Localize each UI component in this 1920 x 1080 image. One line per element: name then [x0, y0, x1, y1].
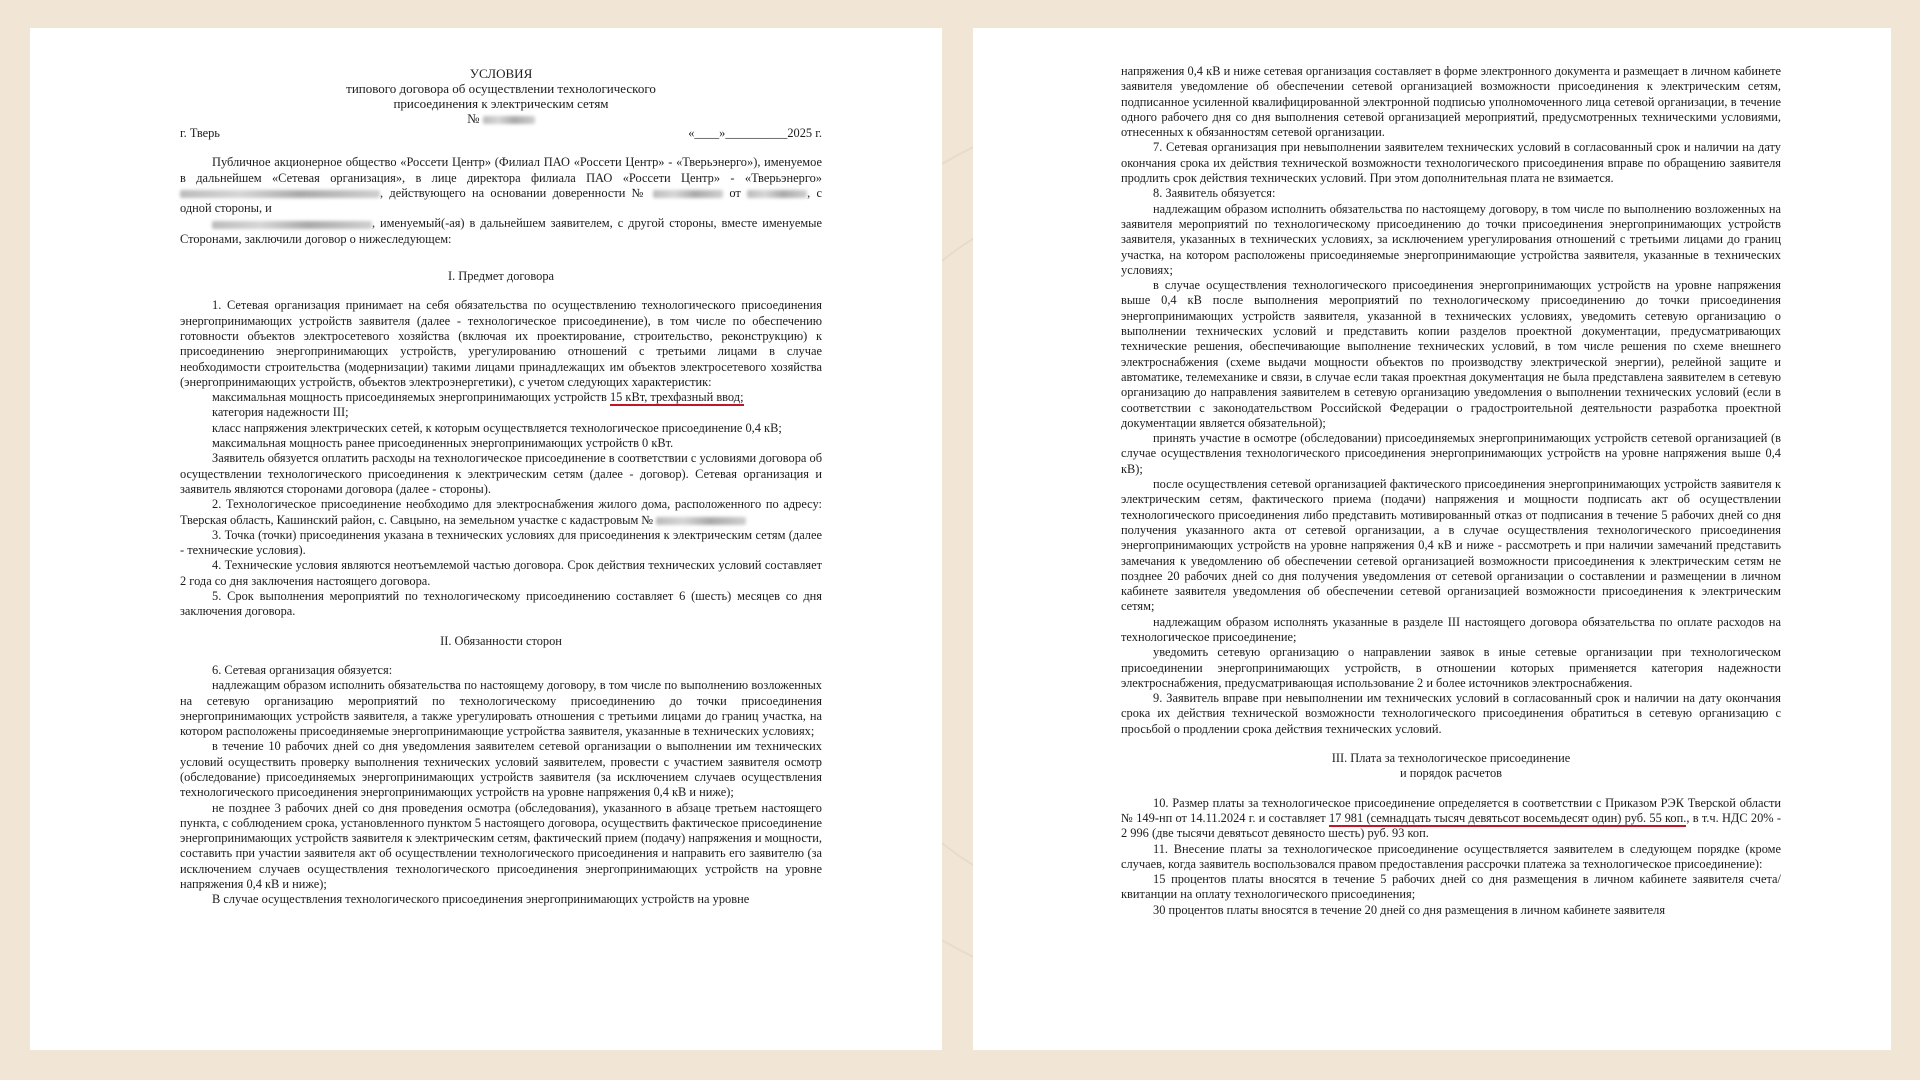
- paragraph: категория надежности III;: [212, 405, 349, 420]
- section-heading: III. Плата за технологическое присоединение: [1331, 751, 1571, 766]
- paragraph: напряжения 0,4 кВ и ниже сетевая организация составляет в форме электронного документа и размещает в личном кабинете заявителя уведомление об обеспечении сетевой организацией возможности присоединения к электрическим сетям, подписанное усиленной квалифицированной электронной подписью уполномоченного лица сетевой организации, в течение одного рабочего дня со дня выполнения сетевой организацией мероприятий, предусмотренных техническими условиями, отнесенных к обязанностям сетевой организации.: [1121, 64, 1781, 140]
- paragraph: максимальная мощность ранее присоединенных энергопринимающих устройств 0 кВт.: [212, 436, 674, 451]
- paragraph: надлежащим образом исполнять указанные в разделе III настоящего договора обязательства по оплате расходов на технологическое присоединение;: [1121, 614, 1781, 644]
- paragraph: 10. Размер платы за технологическое присоединение определяется в соответствии с Приказом РЭК Тверской области № 149-нп от 14.11.2024 г. и составляет 17 981 (семнадцать тысяч девятьсот восемьдесят один) руб. 55 коп., в т.ч. НДС 20% - 2 996 (две тысячи девятьсот девяносто шесть) руб. 93 коп.: [1121, 795, 1781, 841]
- redacted-date: [747, 190, 807, 198]
- paragraph: 7. Сетевая организация при невыполнении заявителем технических условий в согласованный срок и наличии на дату окончания срока их действия технической возможности технологического присоединения вправе по обращению заявителя продлить срок действия технических условий. При этом дополнительная плата не взимается.: [1121, 140, 1781, 186]
- section-heading: и порядок расчетов: [1399, 766, 1503, 781]
- paragraph: 11. Внесение платы за технологическое присоединение осуществляется заявителем в следующем порядке (кроме случаев, когда заявитель воспользовался правом предоставления рассрочки платежа за технологическое присоединение):: [1121, 841, 1781, 871]
- paragraph: 9. Заявитель вправе при невыполнении им технических условий в согласованный срок и наличии на дату окончания срока их действия технической возможности технологического присоединения обратиться в сетевую организацию с просьбой о продлении срока действия технических условий.: [1121, 691, 1781, 736]
- paragraph: 2. Технологическое присоединение необходимо для электроснабжения жилого дома, расположенного по адресу: Тверская область, Кашинский район, с. Савцыно, на земельном участке с кадастровым №: [180, 497, 822, 527]
- paragraph: 3. Точка (точки) присоединения указана в технических условиях для присоединения к электрическим сетям (далее - технические условия).: [180, 527, 822, 558]
- doc-title: УСЛОВИЯ: [469, 66, 533, 81]
- redacted-name: [180, 190, 380, 198]
- paragraph: уведомить сетевую организацию о направлении заявок в иные сетевые организации при технологическом присоединении энергопринимающих устройств, в отношении которых применяется категория надежности электроснабжения, предусматривающая использование 2 и более источников электроснабжения.: [1121, 645, 1781, 690]
- paragraph: не позднее 3 рабочих дней со дня проведения осмотра (обследования), указанного в абзаце третьем настоящего пункта, с соблюдением срока, установленного пунктом 5 настоящего договора, осуществить фактическое присоединение энергопринимающих устройств заявителя к электрическим сетям, фактический прием (подачу) напряжения и мощности, составить при участии заявителя акт об осуществлении технологического присоединения и направить его заявителю (за исключением случаев осуществления технологического присоединения энергопринимающих устройств на уровне напряжения 0,4 кВ и ниже);: [180, 800, 822, 892]
- paragraph: в течение 10 рабочих дней со дня уведомления заявителем сетевой организации о выполнении им технических условий осуществить проверку выполнения технических условий заявителем, провести с участием заявителя осмотр (обследование) присоединяемых энергопринимающих устройств заявителя (за исключением случаев осуществления технологического присоединения энергопринимающих устройств на уровне напряжения 0,4 кВ и ниже);: [180, 739, 822, 800]
- paragraph: 8. Заявитель обязуется:: [1153, 186, 1276, 201]
- intro-paragraph: Публичное акционерное общество «Россети Центр» (Филиал ПАО «Россети Центр» - «Тверьэнерго»), именуемое в дальнейшем «Сетевая организация», в лице директора филиала ПАО «Россети Центр» - «Тверьэнерго» , действующего на основании доверенности № от , с одной стороны, и , именуемый(-ая) в дальнейшем заявителем, с другой стороны, вместе именуемые Сторонами, заключили договор о нижеследующем:: [180, 155, 822, 246]
- section-heading: II. Обязанности сторон: [440, 633, 562, 648]
- redacted-name: [212, 221, 372, 229]
- paragraph: Заявитель обязуется оплатить расходы на технологическое присоединение в соответствии с условиями договора об осуществлении технологического присоединения к электрическим сетям (далее - договор). Сетевая организация и заявитель являются сторонами договора (далее - стороны).: [180, 451, 822, 496]
- paragraph: 1. Сетевая организация принимает на себя обязательства по осуществлению технологического присоединения энергопринимающих устройств заявителя (далее - технологическое присоединение), в том числе по обеспечению готовности объектов электросетевого хозяйства (включая их проектирование, строительство, реконструкцию) к присоединению энергопринимающих устройств, урегулированию отношений с третьими лицами в случае необходимости строительства (модернизации) такими лицами принадлежащих им объектов электросетевого хозяйства (энергопринимающих устройств, объектов электроэнергетики), с учетом следующих характеристик:: [180, 298, 822, 389]
- date: «____»__________2025 г.: [688, 126, 822, 140]
- document-page-right: [973, 28, 1891, 1050]
- paragraph: В случае осуществления технологического присоединения энергопринимающих устройств на уровне: [212, 892, 750, 907]
- redacted-number: [653, 190, 723, 198]
- paragraph: надлежащим образом исполнить обязательства по настоящему договору, в том числе по выполнению возложенных на сетевую организацию мероприятий по технологическому присоединению до точки присоединения энергопринимающих устройств заявителя, а также урегулировать отношения с третьими лицами до границ участка, на котором расположены присоединяемые энергопринимающие устройства заявителя, указанные в технических условиях;: [180, 678, 822, 739]
- paragraph: 6. Сетевая организация обязуется:: [212, 662, 393, 677]
- paragraph: максимальная мощность присоединяемых энергопринимающих устройств 15 кВт, трехфазный ввод;: [212, 390, 744, 405]
- paragraph: 4. Технические условия являются неотъемлемой частью договора. Срок действия технических условий составляет 2 года со дня заключения настоящего договора.: [180, 558, 822, 588]
- highlighted-power: 15 кВт, трехфазный ввод;: [609, 390, 744, 405]
- paragraph: надлежащим образом исполнить обязательства по настоящему договору, в том числе по выполнению возложенных на заявителя мероприятий по технологическому присоединению до точки присоединения энергопринимающих устройств заявителя, указанных в технических условиях, за исключением урегулирования отношений с третьими лицами до границ участка, на котором расположены присоединяемые энергопринимающие устройства заявителя, указанные в технических условиях;: [1121, 201, 1781, 277]
- paragraph: в случае осуществления технологического присоединения энергопринимающих устройств на уровне напряжения выше 0,4 кВ после выполнения мероприятий по технологическому присоединению до точки присоединения энергопринимающих устройств заявителя, указанной в технических условиях, уведомить сетевую организацию о выполнении технических условий и представить копии разделов проектной документации, предусматривающих технические решения, обеспечивающие выполнение технических условий, в том числе решения по схеме внешнего электроснабжения (схеме выдачи мощности объектов по производству электрической энергии), релейной защите и автоматике, телемеханике и связи, в случае если такая проектная документация не была представлена заявителем в сетевую организацию до направления заявителем в сетевую организацию уведомления о выполнении технических условий (если в соответствии с законодательством Российской Федерации о градостроительной деятельности разработка проектной документации является обязательной);: [1121, 278, 1781, 430]
- paragraph: 5. Срок выполнения мероприятий по технологическому присоединению составляет 6 (шесть) месяцев со дня заключения договора.: [180, 589, 822, 619]
- paragraph: принять участие в осмотре (обследовании) присоединяемых энергопринимающих устройств сетевой организацией (в случае осуществления технологического присоединения энергопринимающих устройств на уровне напряжения выше 0,4 кВ);: [1121, 431, 1781, 476]
- doc-subtitle: присоединения к электрическим сетям: [393, 96, 609, 111]
- paragraph: после осуществления сетевой организацией фактического присоединения энергопринимающих устройств заявителя к электрическим сетям, фактического приема (подачи) напряжения и мощности подписать акт об осуществлении технологического присоединения либо представить мотивированный отказ от подписания в течение 5 рабочих дней со дня получения указанного акта от сетевой организации, а в случае осуществления технологического присоединения энергопринимающих устройств на уровне напряжения 0,4 кВ и ниже - рассмотреть и при наличии замечаний представить замечания к уведомлению об обеспечении сетевой организацией возможности присоединения к электрическим сетям не позднее 20 рабочих дней со дня получения уведомления от сетевой организации о составлении и размещении в личном кабинете заявителя уведомления об обеспечении сетевой организацией возможности присоединения к электрическим сетям;: [1121, 477, 1781, 614]
- section-heading: I. Предмет договора: [447, 269, 555, 284]
- paragraph: 15 процентов платы вносятся в течение 5 рабочих дней со дня размещения в личном кабинете заявителя счета/квитанции на оплату технологического присоединения;: [1121, 872, 1781, 902]
- city-date-row: [180, 126, 822, 141]
- doc-number: №: [180, 111, 822, 126]
- redacted-cadastral: [656, 517, 746, 525]
- document-page-left: [30, 28, 942, 1050]
- redacted-number: [483, 116, 535, 124]
- city: г. Тверь: [180, 126, 220, 140]
- paragraph: 30 процентов платы вносятся в течение 20 дней со дня размещения в личном кабинете заявителя: [1153, 902, 1666, 917]
- highlighted-price: 17 981 (семнадцать тысяч девятьсот восемьдесят один) руб. 55 коп.: [1328, 810, 1687, 825]
- doc-subtitle: типового договора об осуществлении технологического: [346, 81, 656, 96]
- paragraph: класс напряжения электрических сетей, к которым осуществляется технологическое присоединение 0,4 кВ;: [212, 420, 782, 435]
